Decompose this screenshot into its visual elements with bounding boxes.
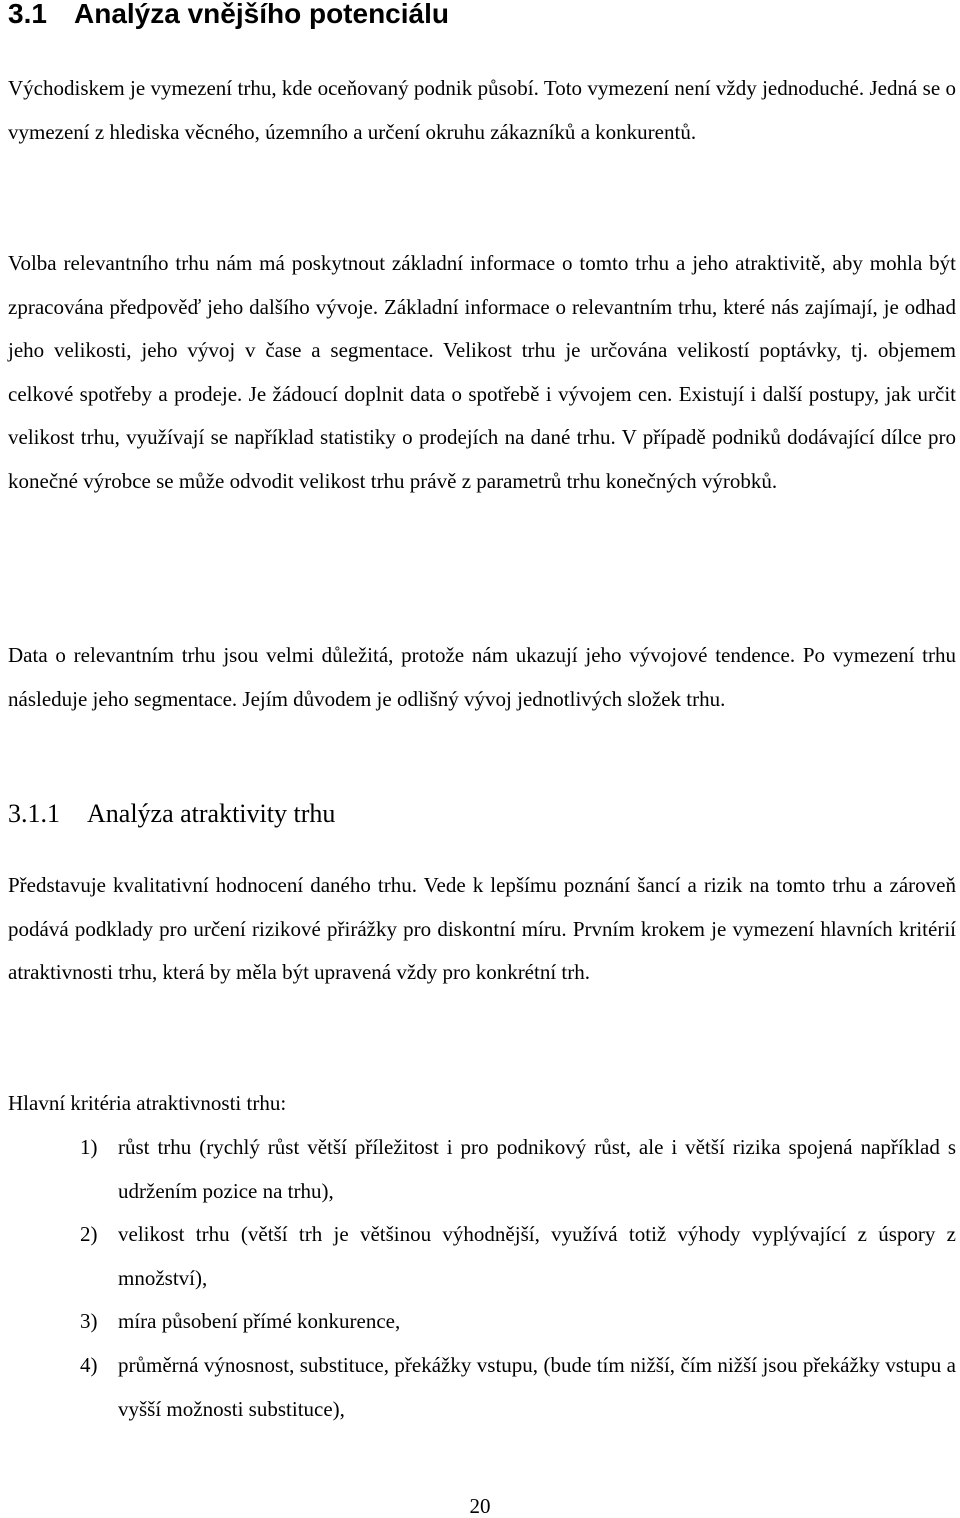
paragraph-market-data: Data o relevantním trhu jsou velmi důležitá, protože nám ukazují jeho vývojové tendence. Po vymezení trhu následuje jeho segmentace. Jejím důvodem je odlišný vývoj jednotlivých složek trhu. [8, 643, 956, 711]
section-title: Analýza vnějšího potenciálu [74, 0, 449, 29]
list-item [0, 1126, 960, 1213]
list-item [0, 1300, 960, 1344]
page-number: 20 [469, 1494, 491, 1518]
section-heading [8, 0, 449, 34]
list-item-text: růst trhu (rychlý růst větší příležitost i pro podnikový růst, ale i větší rizika spojená například s udržením pozice na trhu), [118, 1135, 956, 1203]
list-marker: 4) [80, 1352, 98, 1377]
subsection-heading [8, 792, 335, 836]
paragraph-relevant-market: Volba relevantního trhu nám má poskytnout základní informace o tomto trhu a jeho atraktivitě, aby mohla být zpracována předpověď jeho dalšího vývoje. Základní informace o relevantním trhu, které nás zajímají, je odhad jeho velikosti, jeho vývoj v čase a segmentace. Velikost trhu je určována velikostí poptávky, tj. objemem celkové spotřeby a prodeje. Je žádoucí doplnit data o spotřebě i vývojem cen. Existují i další postupy, jak určit velikost trhu, využívají se například statistiky o prodejích na dané trhu. V případě podniků dodávající dílce pro konečné výrobce se může odvodit velikost trhu právě z parametrů trhu konečných výrobků. [8, 251, 956, 493]
subsection-number: 3.1.1 [8, 799, 60, 828]
section-number: 3.1 [8, 0, 47, 29]
list-marker: 2) [80, 1222, 98, 1247]
criteria-intro: Hlavní kritéria atraktivnosti trhu: [8, 1091, 287, 1115]
list-marker: 1) [80, 1135, 98, 1159]
list-item [0, 1344, 960, 1431]
subsection-title: Analýza atraktivity trhu [87, 799, 336, 828]
list-item-text: míra působení přímé konkurence, [118, 1309, 401, 1334]
paragraph-attractiveness: Představuje kvalitativní hodnocení daného trhu. Vede k lepšímu poznání šancí a rizik na tomto trhu a zároveň podává podklady pro určení rizikové přirážky pro diskontní míru. Prvním krokem je vymezení hlavních kritérií atraktivnosti trhu, která by měla být upravená vždy pro konkrétní trh. [8, 873, 956, 985]
paragraph-market-definition: Východiskem je vymezení trhu, kde oceňovaný podnik působí. Toto vymezení není vždy jednoduché. Jedná se o vymezení z hlediska věcného, územního a určení okruhu zákazníků a konkurentů. [8, 76, 956, 144]
list-marker: 3) [80, 1309, 98, 1334]
criteria-list [0, 1126, 960, 1431]
list-item [0, 1213, 960, 1300]
list-item-text: průměrná výnosnost, substituce, překážky vstupu, (bude tím nižší, čím nižší jsou překážky vstupu a vyšší možnosti substituce), [118, 1352, 956, 1421]
list-item-text: velikost trhu (větší trh je většinou výhodnější, využívá totiž výhody vyplývající z úspory z množství), [118, 1222, 956, 1290]
